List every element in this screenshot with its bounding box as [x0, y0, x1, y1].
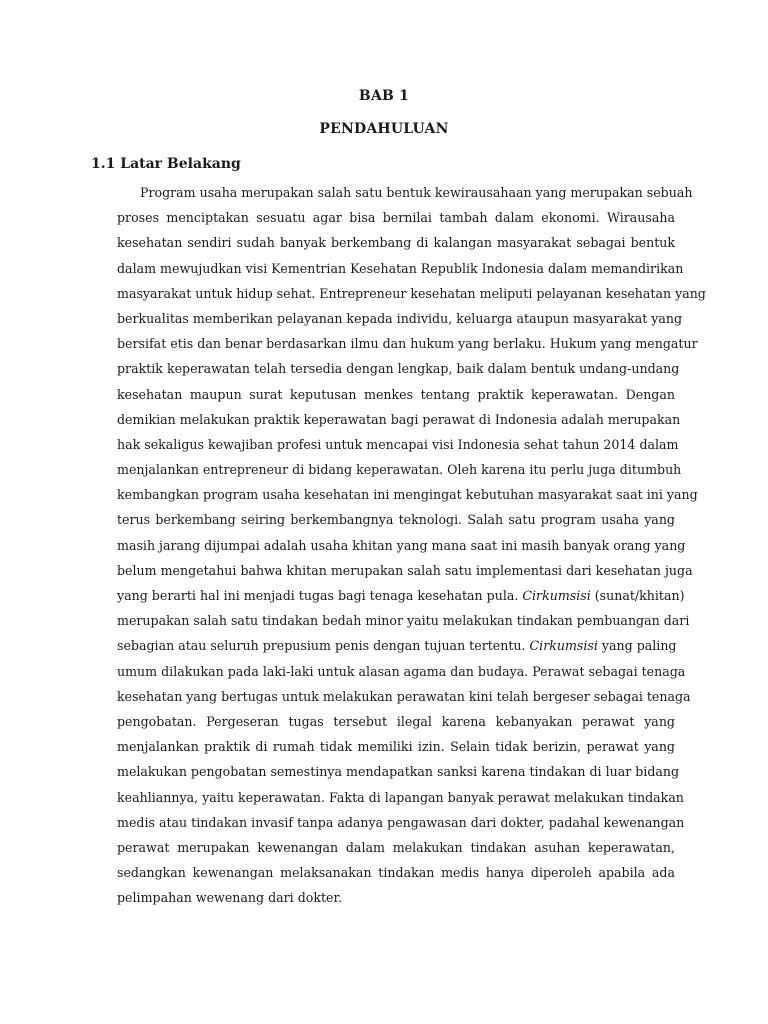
line-text: yang paling — [597, 638, 677, 654]
paragraph-line — [117, 407, 681, 432]
line-text: (sunat/khitan) — [590, 588, 685, 603]
line-text: menjalankan praktik di rumah tidak memiliki izin. Selain tidak berizin, perawat yang — [117, 739, 675, 755]
line-text: Program usaha merupakan salah satu bentuk kewirausahaan yang merupakan sebuah — [140, 185, 693, 200]
paragraph-line — [117, 331, 698, 356]
paragraph-line — [117, 382, 675, 407]
line-text: kembangkan program usaha kesehatan ini mengingat kebutuhan masyarakat saat ini yang — [117, 487, 698, 503]
paragraph-line — [117, 759, 680, 784]
paragraph-line — [117, 457, 682, 482]
line-text: bersifat etis dan benar berdasarkan ilmu dan hukum yang berlaku. Hukum yang mengatur — [117, 336, 698, 352]
line-text: menjalankan entrepreneur di bidang keperawatan. Oleh karena itu perlu juga ditumbuh — [117, 462, 682, 478]
italic-term: Cirkumsisi — [529, 638, 598, 654]
line-text: kesehatan sendiri sudah banyak berkembang di kalangan masyarakat sebagai bentuk — [117, 235, 675, 251]
line-text: merupakan salah satu tindakan bedah minor yaitu melakukan tindakan pembuangan dari — [117, 613, 690, 629]
line-text: kesehatan yang bertugas untuk melakukan perawatan kini telah bergeser sebagai tenaga — [117, 688, 691, 704]
paragraph-line — [117, 633, 675, 658]
chapter-number: BAB 1 — [358, 88, 410, 104]
line-text: demikian melakukan praktik keperawatan bagi perawat di Indonesia adalah merupakan — [117, 411, 681, 427]
italic-term: Cirkumsisi — [522, 588, 591, 603]
line-text: pengobatan. Pergeseran tugas tersebut ilegal karena kebanyakan perawat yang — [117, 713, 675, 729]
line-text: dalam mewujudkan visi Kementrian Kesehatan Republik Indonesia dalam memandirikan — [117, 260, 684, 276]
paragraph-line — [117, 734, 675, 759]
paragraph-line — [117, 583, 685, 608]
paragraph-line — [117, 659, 686, 684]
paragraph-line — [117, 558, 693, 583]
paragraph-line — [117, 835, 675, 860]
chapter-title: PENDAHULUAN — [319, 121, 449, 137]
line-text: sebagian atau seluruh prepusium penis dengan tujuan tertentu. — [117, 638, 530, 654]
line-text: yang berarti hal ini menjadi tugas bagi tenaga kesehatan pula. — [117, 588, 523, 603]
paragraph-line — [117, 860, 675, 885]
paragraph-line — [117, 810, 685, 835]
section-heading: 1.1 Latar Belakang — [91, 156, 241, 172]
paragraph-line — [117, 356, 680, 381]
body-paragraph — [117, 180, 706, 910]
paragraph-line — [117, 785, 684, 810]
paragraph-line — [117, 507, 675, 532]
line-text: umum dilakukan pada laki-laki untuk alasan agama dan budaya. Perawat sebagai tenaga — [117, 663, 686, 679]
paragraph-line — [117, 256, 684, 281]
paragraph-line — [117, 281, 706, 306]
line-text: pelimpahan wewenang dari dokter. — [117, 890, 343, 906]
line-text: kesehatan maupun surat keputusan menkes tentang praktik keperawatan. Dengan — [117, 386, 675, 402]
line-text: melakukan pengobatan semestinya mendapatkan sanksi karena tindakan di luar bidang — [117, 764, 680, 780]
line-text: praktik keperawatan telah tersedia dengan lengkap, baik dalam bentuk undang-undang — [117, 361, 680, 377]
paragraph-line — [117, 482, 698, 507]
paragraph-line — [117, 533, 686, 558]
line-text: masih jarang dijumpai adalah usaha khitan yang mana saat ini masih banyak orang yang — [117, 537, 686, 553]
paragraph-line — [117, 180, 693, 205]
paragraph-line — [117, 709, 675, 734]
line-text: proses menciptakan sesuatu agar bisa bernilai tambah dalam ekonomi. Wirausaha — [117, 210, 675, 226]
line-text: berkualitas memberikan pelayanan kepada individu, keluarga ataupun masyarakat yang — [117, 310, 683, 326]
paragraph-line — [117, 885, 675, 910]
line-text: belum mengetahui bahwa khitan merupakan salah satu implementasi dari kesehatan juga — [117, 562, 693, 578]
line-text: sedangkan kewenangan melaksanakan tindakan medis hanya diperoleh apabila ada — [117, 865, 675, 881]
paragraph-line — [117, 608, 690, 633]
paragraph-line — [117, 205, 675, 230]
paragraph-line — [117, 684, 691, 709]
paragraph-line — [117, 432, 679, 457]
line-text: masyarakat untuk hidup sehat. Entrepreneur kesehatan meliputi pelayanan kesehatan yang — [117, 285, 706, 301]
line-text: hak sekaligus kewajiban profesi untuk mencapai visi Indonesia sehat tahun 2014 dalam — [117, 436, 679, 452]
line-text: terus berkembang seiring berkembangnya teknologi. Salah satu program usaha yang — [117, 512, 675, 528]
paragraph-line — [117, 306, 683, 331]
line-text: medis atau tindakan invasif tanpa adanya pengawasan dari dokter, padahal kewenangan — [117, 814, 685, 830]
line-text: keahliannya, yaitu keperawatan. Fakta di lapangan banyak perawat melakukan tindakan — [117, 789, 684, 805]
paragraph-line — [117, 230, 675, 255]
line-text: perawat merupakan kewenangan dalam melakukan tindakan asuhan keperawatan, — [117, 839, 675, 855]
